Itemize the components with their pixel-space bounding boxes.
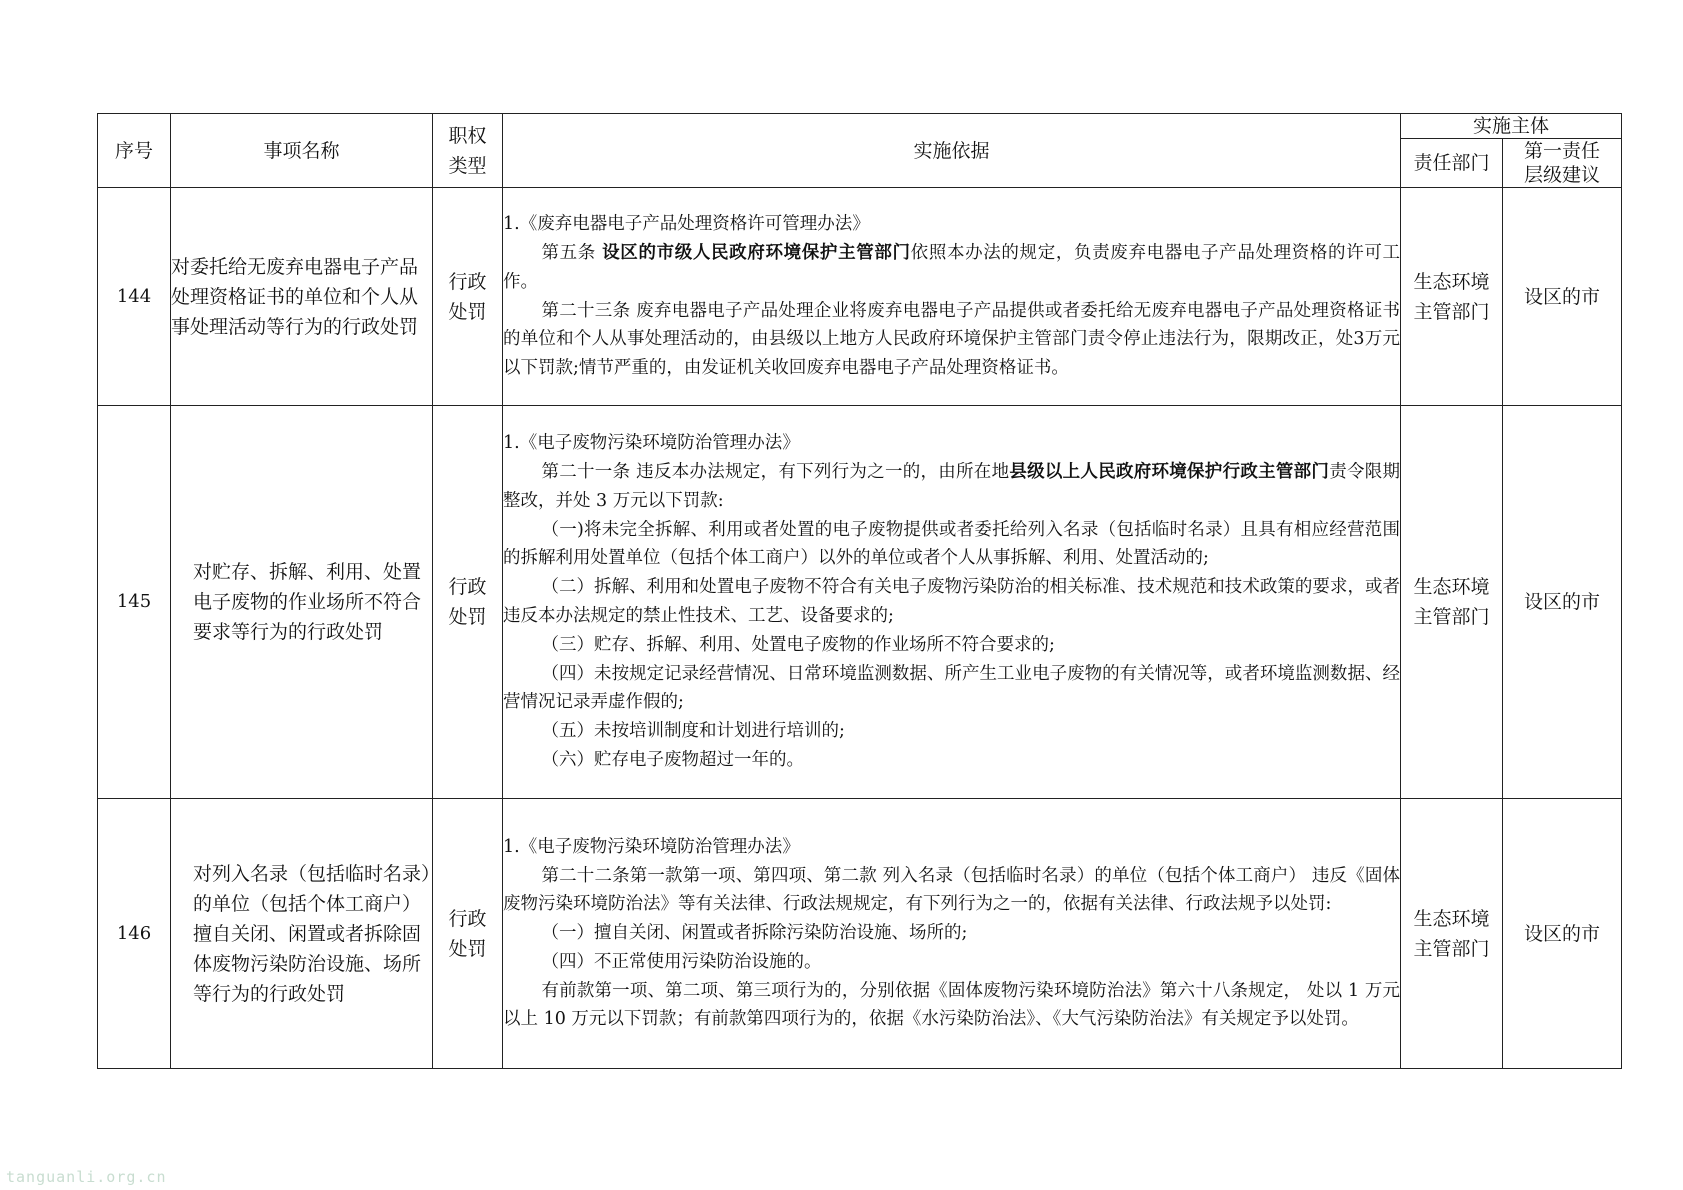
basis-clause: （五）未按培训制度和计划进行培训的; <box>541 721 845 742</box>
table-row-144 <box>98 188 1622 406</box>
row-responsible-dept: 生态环境主管部门 <box>1401 188 1503 406</box>
header-level-line2: 层级建议 <box>1524 164 1601 186</box>
basis-article <box>503 458 1400 516</box>
row-responsible-dept: 生态环境主管部门 <box>1401 406 1503 799</box>
header-entity: 实施主体 <box>1401 114 1622 139</box>
header-basis: 实施依据 <box>503 114 1401 188</box>
header-type-line2: 类型 <box>448 154 487 177</box>
watermark-text: tanguanli.org.cn <box>6 1168 167 1186</box>
header-level-line1: 第一责任 <box>1524 140 1601 162</box>
header-type <box>433 114 503 188</box>
row-power-type: 行政处罚 <box>433 406 503 799</box>
header-type-line1: 职权 <box>448 124 487 147</box>
row-level: 设区的市 <box>1503 799 1622 1069</box>
basis-article-rest: 依照本办法的规定，负责废弃电器电子产品处理资格的许可工作。 <box>503 242 1400 292</box>
basis-clause: （三）贮存、拆解、利用、处置电子废物的作业场所不符合要求的; <box>541 634 1055 655</box>
basis-article-lead: 第二十一条 违反本办法规定，有下列行为之一的，由所在地 <box>541 462 1010 483</box>
enforcement-items-table <box>97 113 1622 1069</box>
basis-article: 第二十二条第一款第一项、第四项、第二款 列入名录（包括临时名录）的单位（包括个体工商户） 违反《固体废物污染环境防治法》等有关法律、行政法规规定，有下列行为之一的，依据有关法律、行政法规予以处罚: <box>503 865 1400 915</box>
basis-clause: （二）拆解、利用和处置电子废物不符合有关电子废物污染防治的相关标准、技术规范和技术政策的要求，或者违反本办法规定的禁止性技术、工艺、设备要求的; <box>503 577 1400 626</box>
basis-law-title: 1.《电子废物污染环境防治管理办法》 <box>503 433 800 454</box>
row-basis <box>503 188 1401 406</box>
row-power-type: 行政处罚 <box>433 188 503 406</box>
row-seq: 144 <box>98 188 171 406</box>
basis-law-title: 1.《废弃电器电子产品处理资格许可管理办法》 <box>503 214 870 235</box>
basis-clause: （六）贮存电子废物超过一年的。 <box>541 749 804 770</box>
basis-article <box>503 239 1400 297</box>
basis-article: 第二十三条 废弃电器电子产品处理企业将废弃电器电子产品提供或者委托给无废弃电器电子产品处理资格证书的单位和个人从事处理活动的，由县级以上地方人民政府环境保护主管部门责令停止违法行为，限期改正，处3万元以下罚款;情节严重的，由发证机关收回废弃电器电子产品处理资格证书。 <box>503 300 1400 379</box>
row-basis <box>503 799 1401 1069</box>
row-level: 设区的市 <box>1503 188 1622 406</box>
table-row-145 <box>98 406 1622 799</box>
row-responsible-dept: 生态环境主管部门 <box>1401 799 1503 1069</box>
row-basis <box>503 406 1401 799</box>
basis-clause: （一)将未完全拆解、利用或者处置的电子废物提供或者委托给列入名录（包括临时名录）且具有相应经营范围的拆解利用处置单位（包括个体工商户）以外的单位或者个人从事拆解、利用、处置活动的; <box>503 519 1400 569</box>
row-seq: 145 <box>98 406 171 799</box>
row-power-type: 行政处罚 <box>433 799 503 1069</box>
basis-article: 有前款第一项、第二项、第三项行为的，分别依据《固体废物污染环境防治法》第六十八条规定， 处以 1 万元以上 10 万元以下罚款；有前款第四项行为的，依据《水污染防治法》、《大气污染防治法》有关规定予以处罚。 <box>503 980 1400 1030</box>
basis-clause: （四）未按规定记录经营情况、日常环境监测数据、所产生工业电子废物的有关情况等，或者环境监测数据、经营情况记录弄虚作假的; <box>503 663 1400 713</box>
basis-emphasis: 设区的市级人民政府环境保护主管部门 <box>602 242 911 263</box>
basis-article-lead: 第五条 <box>541 242 603 263</box>
basis-clause: （四）不正常使用污染防治设施的。 <box>541 951 822 972</box>
row-seq: 146 <box>98 799 171 1069</box>
header-dept: 责任部门 <box>1401 139 1503 188</box>
header-level <box>1503 139 1622 188</box>
header-seq: 序号 <box>98 114 171 188</box>
basis-clause: （一）擅自关闭、闲置或者拆除污染防治设施、场所的; <box>541 923 968 944</box>
basis-article-rest: 责令限期整改，并处 3 万元以下罚款: <box>503 462 1401 511</box>
row-level: 设区的市 <box>1503 406 1622 799</box>
row-item-name: 对列入名录（包括临时名录）的单位（包括个体工商户）擅自关闭、闲置或者拆除固体废物污染防治设施、场所等行为的行政处罚 <box>171 799 433 1069</box>
row-item-name: 对委托给无废弃电器电子产品处理资格证书的单位和个人从事处理活动等行为的行政处罚 <box>171 188 433 406</box>
basis-emphasis: 县级以上人民政府环境保护行政主管部门 <box>1009 462 1330 483</box>
row-item-name: 对贮存、拆解、利用、处置电子废物的作业场所不符合要求等行为的行政处罚 <box>171 406 433 799</box>
basis-law-title: 1.《电子废物污染环境防治管理办法》 <box>503 836 800 857</box>
header-name: 事项名称 <box>171 114 433 188</box>
table-row-146 <box>98 799 1622 1069</box>
header-row-1 <box>98 114 1622 139</box>
